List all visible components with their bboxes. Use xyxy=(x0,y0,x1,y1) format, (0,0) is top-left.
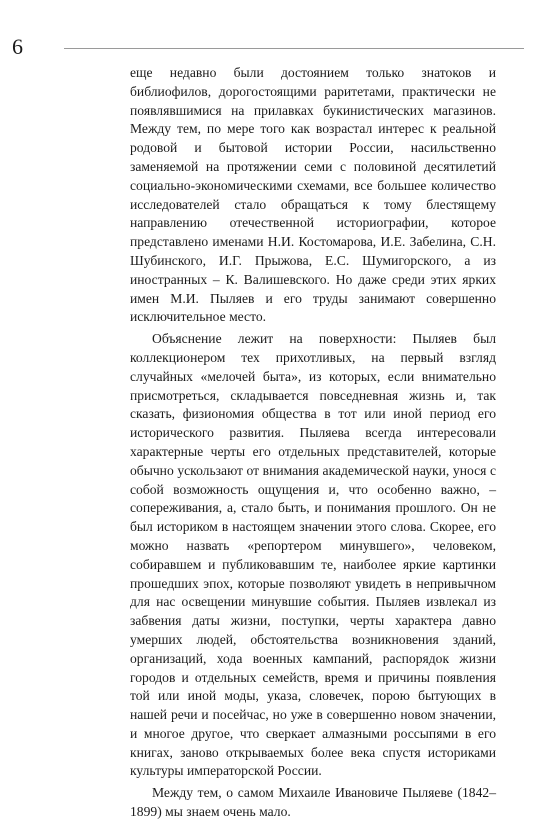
paragraph-continuation: еще недавно были достоянием только знатоков и библиофилов, дорогостоящими раритетами, практически не появлявшимися на прилавках букинистических магазинов. Между тем, по мере того как возрастал интерес к реальной родовой и бытовой истории России, насильственно заменяемой на протяжении семи с половиной десятилетий социально-экономическими схемами, все большее количество исследователей стало обращаться к тому блестящему направлению отечественной историографии, которое представлено именами Н.И. Костомарова, И.Е. Забелина, С.Н. Шубинского, И.Г. Прыжова, Е.С. Шумигорского, а из иностранных – К. Валишевского. Но даже среди этих ярких имен М.И. Пыляев и его труды занимают совершенно исключительное место. xyxy=(130,65,496,325)
header-rule xyxy=(64,48,524,49)
paragraph-biography-intro: Между тем, о самом Михаиле Ивановиче Пыляеве (1842–1899) мы знаем очень мало. xyxy=(130,785,496,820)
page-number: 6 xyxy=(12,34,23,59)
page-body xyxy=(130,64,496,822)
paragraph-pylyaev-collector: Объяснение лежит на поверхности: Пыляев был коллекционером тех прихотливых, на первый взгляд случайных «мелочей быта», из которых, если внимательно присмотреться, складывается повседневная жизнь и, так сказать, физиономия общества в тот или иной период его исторического развития. Пыляева всегда интересовали характерные черты его отдельных представителей, которые обычно ускользают от внимания академической науки, унося с собой возможность ощущения и, что особенно важно, – сопереживания, а, стало быть, и понимания прошлого. Он не был историком в настоящем значении этого слова. Скорее, его можно назвать «репортером минувшего», человеком, собиравшем и публиковавшим те, наиболее яркие картинки прошедших эпох, которые позволяют увидеть в непривычном для нас освещении минувшие события. Пыляев извлекал из забвения даты жизни, поступки, черты характера давно умерших людей, обстоятельства возникновения зданий, организаций, хода военных кампаний, распорядок жизни городов и отдельных семейств, время и причины появления той или иной моды, указа, словечек, порою бытующих в нашей речи и посейчас, но уже в совершенно новом значении, и многое другое, что сверкает алмазными россыпями в его книгах, заново открываемых более века спустя историками культуры императорской России. xyxy=(130,331,496,779)
